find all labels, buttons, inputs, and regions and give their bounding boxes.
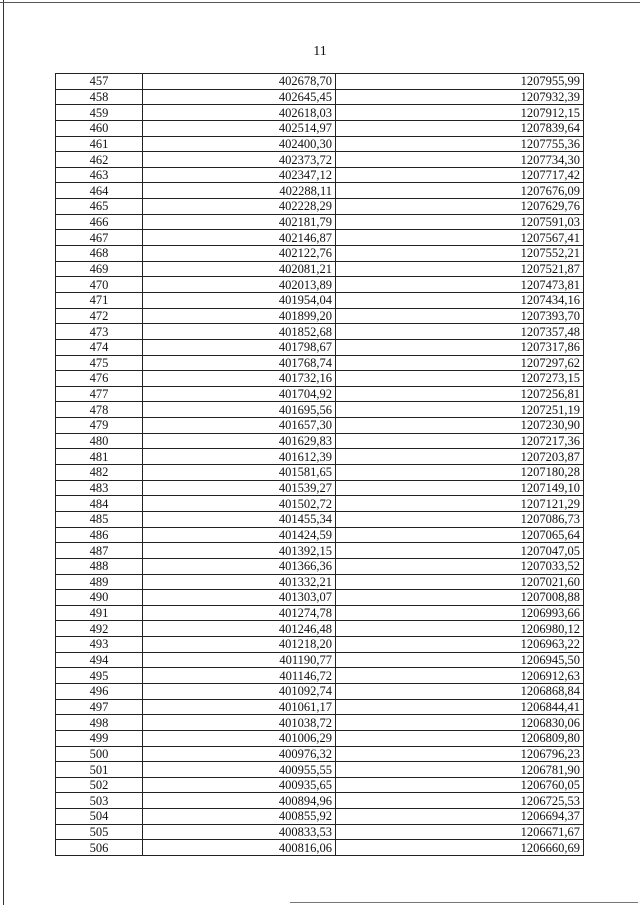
x-coordinate-cell: 401629,83 [143,433,336,449]
table-row [56,730,584,746]
point-number-cell: 467 [56,230,143,246]
table-row [56,605,584,621]
x-coordinate-cell: 401657,30 [143,418,336,434]
table-row [56,214,584,230]
y-coordinate-cell: 1206945,50 [336,652,584,668]
y-coordinate-cell: 1207393,70 [336,308,584,324]
x-coordinate-cell: 402181,79 [143,214,336,230]
point-number-cell: 493 [56,637,143,653]
y-coordinate-cell: 1207629,76 [336,199,584,215]
point-number-cell: 506 [56,840,143,856]
x-coordinate-cell: 401366,36 [143,558,336,574]
x-coordinate-cell: 402618,03 [143,105,336,121]
point-number-cell: 478 [56,402,143,418]
point-number-cell: 504 [56,809,143,825]
point-number-cell: 468 [56,246,143,262]
table-row [56,386,584,402]
x-coordinate-cell: 400955,55 [143,762,336,778]
table-row [56,355,584,371]
x-coordinate-cell: 401581,65 [143,465,336,481]
point-number-cell: 494 [56,652,143,668]
table-row [56,339,584,355]
x-coordinate-cell: 400976,32 [143,746,336,762]
y-coordinate-cell: 1206809,80 [336,730,584,746]
x-coordinate-cell: 401392,15 [143,543,336,559]
table-row [56,621,584,637]
point-number-cell: 485 [56,511,143,527]
y-coordinate-cell: 1207567,41 [336,230,584,246]
point-number-cell: 473 [56,324,143,340]
y-coordinate-cell: 1207317,86 [336,339,584,355]
x-coordinate-cell: 401612,39 [143,449,336,465]
y-coordinate-cell: 1207552,21 [336,246,584,262]
table-row [56,433,584,449]
table-row [56,558,584,574]
x-coordinate-cell: 400833,53 [143,824,336,840]
scan-bottom-edge [290,902,638,903]
y-coordinate-cell: 1207047,05 [336,543,584,559]
x-coordinate-cell: 401704,92 [143,386,336,402]
point-number-cell: 492 [56,621,143,637]
point-number-cell: 503 [56,793,143,809]
table-row [56,574,584,590]
x-coordinate-cell: 401852,68 [143,324,336,340]
table-row [56,324,584,340]
x-coordinate-cell: 402013,89 [143,277,336,293]
point-number-cell: 490 [56,590,143,606]
point-number-cell: 491 [56,605,143,621]
point-number-cell: 466 [56,214,143,230]
table-row [56,246,584,262]
y-coordinate-cell: 1207230,90 [336,418,584,434]
table-row [56,652,584,668]
point-number-cell: 472 [56,308,143,324]
point-number-cell: 471 [56,292,143,308]
table-row [56,449,584,465]
table-row [56,793,584,809]
table-row [56,543,584,559]
point-number-cell: 480 [56,433,143,449]
table-row [56,715,584,731]
point-number-cell: 474 [56,339,143,355]
y-coordinate-cell: 1207839,64 [336,120,584,136]
x-coordinate-cell: 402288,11 [143,183,336,199]
table-row [56,120,584,136]
point-number-cell: 462 [56,152,143,168]
table-row [56,167,584,183]
y-coordinate-cell: 1207434,16 [336,292,584,308]
y-coordinate-cell: 1206980,12 [336,621,584,637]
table-row [56,308,584,324]
x-coordinate-cell: 401954,04 [143,292,336,308]
point-number-cell: 460 [56,120,143,136]
x-coordinate-cell: 401332,21 [143,574,336,590]
y-coordinate-cell: 1207256,81 [336,386,584,402]
point-number-cell: 505 [56,824,143,840]
point-number-cell: 496 [56,683,143,699]
table-row [56,230,584,246]
point-number-cell: 482 [56,465,143,481]
x-coordinate-cell: 402146,87 [143,230,336,246]
x-coordinate-cell: 401539,27 [143,480,336,496]
point-number-cell: 461 [56,136,143,152]
y-coordinate-cell: 1207932,39 [336,89,584,105]
point-number-cell: 476 [56,371,143,387]
x-coordinate-cell: 402373,72 [143,152,336,168]
table-row [56,480,584,496]
table-row [56,762,584,778]
x-coordinate-cell: 401695,56 [143,402,336,418]
table-row [56,261,584,277]
point-number-cell: 481 [56,449,143,465]
y-coordinate-cell: 1206868,84 [336,683,584,699]
y-coordinate-cell: 1206993,66 [336,605,584,621]
y-coordinate-cell: 1206963,22 [336,637,584,653]
table-row [56,683,584,699]
y-coordinate-cell: 1207357,48 [336,324,584,340]
y-coordinate-cell: 1207521,87 [336,261,584,277]
y-coordinate-cell: 1207251,19 [336,402,584,418]
x-coordinate-cell: 402645,45 [143,89,336,105]
y-coordinate-cell: 1207021,60 [336,574,584,590]
y-coordinate-cell: 1207717,42 [336,167,584,183]
x-coordinate-cell: 400855,92 [143,809,336,825]
x-coordinate-cell: 401061,17 [143,699,336,715]
x-coordinate-cell: 401246,48 [143,621,336,637]
y-coordinate-cell: 1207955,99 [336,74,584,90]
scan-left-edge [3,0,4,905]
y-coordinate-cell: 1206660,69 [336,840,584,856]
table-row [56,746,584,762]
point-number-cell: 498 [56,715,143,731]
table-row [56,371,584,387]
point-number-cell: 475 [56,355,143,371]
y-coordinate-cell: 1207203,87 [336,449,584,465]
table-row [56,637,584,653]
x-coordinate-cell: 402514,97 [143,120,336,136]
x-coordinate-cell: 402400,30 [143,136,336,152]
y-coordinate-cell: 1207591,03 [336,214,584,230]
y-coordinate-cell: 1206796,23 [336,746,584,762]
table-row [56,74,584,90]
coordinates-table [55,73,584,856]
y-coordinate-cell: 1207033,52 [336,558,584,574]
y-coordinate-cell: 1206844,41 [336,699,584,715]
y-coordinate-cell: 1206830,06 [336,715,584,731]
x-coordinate-cell: 401303,07 [143,590,336,606]
y-coordinate-cell: 1207676,09 [336,183,584,199]
x-coordinate-cell: 401006,29 [143,730,336,746]
x-coordinate-cell: 401092,74 [143,683,336,699]
table-row [56,699,584,715]
table-row [56,402,584,418]
y-coordinate-cell: 1207065,64 [336,527,584,543]
y-coordinate-cell: 1206671,67 [336,824,584,840]
table-row [56,199,584,215]
y-coordinate-cell: 1206912,63 [336,668,584,684]
point-number-cell: 502 [56,777,143,793]
point-number-cell: 487 [56,543,143,559]
point-number-cell: 501 [56,762,143,778]
coordinates-table-body [56,74,584,856]
y-coordinate-cell: 1207149,10 [336,480,584,496]
y-coordinate-cell: 1206781,90 [336,762,584,778]
table-row [56,465,584,481]
point-number-cell: 499 [56,730,143,746]
y-coordinate-cell: 1207217,36 [336,433,584,449]
point-number-cell: 465 [56,199,143,215]
point-number-cell: 488 [56,558,143,574]
table-row [56,277,584,293]
point-number-cell: 458 [56,89,143,105]
y-coordinate-cell: 1207755,36 [336,136,584,152]
y-coordinate-cell: 1206725,53 [336,793,584,809]
page-number: 11 [313,44,327,59]
y-coordinate-cell: 1207008,88 [336,590,584,606]
y-coordinate-cell: 1206694,37 [336,809,584,825]
y-coordinate-cell: 1207912,15 [336,105,584,121]
x-coordinate-cell: 401732,16 [143,371,336,387]
y-coordinate-cell: 1207273,15 [336,371,584,387]
point-number-cell: 495 [56,668,143,684]
x-coordinate-cell: 401146,72 [143,668,336,684]
x-coordinate-cell: 401768,74 [143,355,336,371]
x-coordinate-cell: 401038,72 [143,715,336,731]
x-coordinate-cell: 401502,72 [143,496,336,512]
point-number-cell: 484 [56,496,143,512]
table-row [56,292,584,308]
y-coordinate-cell: 1207086,73 [336,511,584,527]
x-coordinate-cell: 401798,67 [143,339,336,355]
scan-top-edge [0,2,640,3]
y-coordinate-cell: 1207297,62 [336,355,584,371]
point-number-cell: 477 [56,386,143,402]
x-coordinate-cell: 402122,76 [143,246,336,262]
y-coordinate-cell: 1207473,81 [336,277,584,293]
point-number-cell: 470 [56,277,143,293]
x-coordinate-cell: 401455,34 [143,511,336,527]
table-row [56,418,584,434]
table-row [56,824,584,840]
table-row [56,105,584,121]
x-coordinate-cell: 402347,12 [143,167,336,183]
x-coordinate-cell: 400935,65 [143,777,336,793]
table-row [56,527,584,543]
point-number-cell: 463 [56,167,143,183]
x-coordinate-cell: 402678,70 [143,74,336,90]
table-row [56,809,584,825]
y-coordinate-cell: 1207180,28 [336,465,584,481]
x-coordinate-cell: 401424,59 [143,527,336,543]
table-row [56,89,584,105]
table-row [56,136,584,152]
point-number-cell: 497 [56,699,143,715]
x-coordinate-cell: 401899,20 [143,308,336,324]
x-coordinate-cell: 402228,29 [143,199,336,215]
point-number-cell: 459 [56,105,143,121]
y-coordinate-cell: 1206760,05 [336,777,584,793]
x-coordinate-cell: 400894,96 [143,793,336,809]
table-row [56,496,584,512]
table-row [56,668,584,684]
table-row [56,840,584,856]
point-number-cell: 483 [56,480,143,496]
table-row [56,183,584,199]
y-coordinate-cell: 1207734,30 [336,152,584,168]
x-coordinate-cell: 400816,06 [143,840,336,856]
point-number-cell: 469 [56,261,143,277]
point-number-cell: 486 [56,527,143,543]
x-coordinate-cell: 402081,21 [143,261,336,277]
table-row [56,777,584,793]
x-coordinate-cell: 401218,20 [143,637,336,653]
x-coordinate-cell: 401190,77 [143,652,336,668]
x-coordinate-cell: 401274,78 [143,605,336,621]
y-coordinate-cell: 1207121,29 [336,496,584,512]
table-row [56,590,584,606]
point-number-cell: 479 [56,418,143,434]
point-number-cell: 457 [56,74,143,90]
table-row [56,511,584,527]
point-number-cell: 500 [56,746,143,762]
point-number-cell: 464 [56,183,143,199]
table-row [56,152,584,168]
point-number-cell: 489 [56,574,143,590]
